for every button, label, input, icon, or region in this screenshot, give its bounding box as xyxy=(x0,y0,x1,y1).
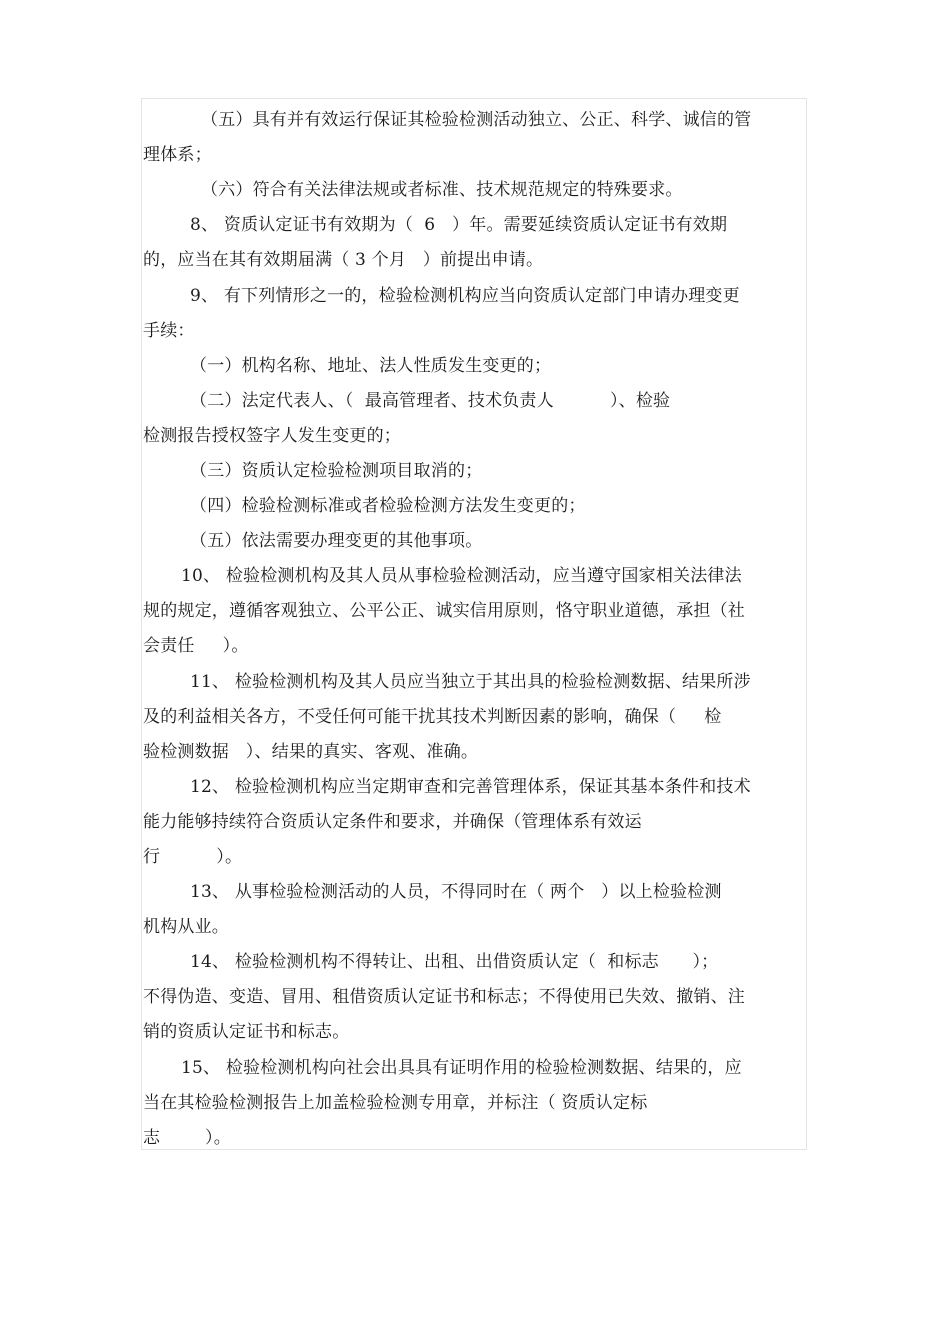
text-line: （三）资质认定检验检测项目取消的； xyxy=(190,461,483,481)
text-line: 手续： xyxy=(143,321,195,341)
text-line: （二）法定代表人、（ 最高管理者、技术负责人 ）、检验 xyxy=(190,391,671,411)
text-line: （一）机构名称、地址、法人性质发生变更的； xyxy=(190,356,552,376)
text-line: 行 ）。 xyxy=(143,847,243,867)
text-line: 规的规定，遵循客观独立、公平公正、诚实信用原则，恪守职业道德，承担（社 xyxy=(143,601,745,621)
text-line: 验检测数据 ）、结果的真实、客观、准确。 xyxy=(143,742,479,762)
text-line: （五）具有并有效运行保证其检验检测活动独立、公正、科学、诚信的管 xyxy=(201,110,752,130)
text-line: 当在其检验检测报告上加盖检验检测专用章，并标注（ 资质认定标 xyxy=(143,1093,648,1113)
text-line: 14、 检验检测机构不得转让、出租、出借资质认定（ 和标志 ）； xyxy=(190,952,719,972)
text-line: 11、 检验检测机构及其人员应当独立于其出具的检验检测数据、结果所涉 xyxy=(190,672,751,692)
text-line: 不得伪造、变造、冒用、租借资质认定证书和标志；不得使用已失效、撤销、注 xyxy=(143,987,745,1007)
text-line: （六）符合有关法律法规或者标准、技术规范规定的特殊要求。 xyxy=(201,180,683,200)
text-line: 8、 资质认定证书有效期为（ 6 ）年。需要延续资质认定证书有效期 xyxy=(190,215,728,235)
text-line: 销的资质认定证书和标志。 xyxy=(143,1022,350,1042)
text-line: 机构从业。 xyxy=(143,917,229,937)
text-line: 理体系； xyxy=(143,145,212,165)
text-line: 的，应当在其有效期届满（ 3 个月 ）前提出申请。 xyxy=(143,250,544,270)
text-line: （五）依法需要办理变更的其他事项。 xyxy=(190,531,483,551)
text-line: 13、 从事检验检测活动的人员，不得同时在（ 两个 ）以上检验检测 xyxy=(190,882,722,902)
text-line: 会责任 ）。 xyxy=(143,636,249,656)
text-line: 能力能够持续符合资质认定条件和要求，并确保（管理体系有效运 xyxy=(143,812,642,832)
text-line: 10、 检验检测机构及其人员从事检验检测活动，应当遵守国家相关法律法 xyxy=(181,566,742,586)
text-line: 及的利益相关各方，不受任何可能干扰其技术判断因素的影响，确保（ 检 xyxy=(143,707,722,727)
text-line: 检测报告授权签字人发生变更的； xyxy=(143,426,401,446)
text-line: 志 ）。 xyxy=(143,1128,231,1148)
text-line: 9、 有下列情形之一的，检验检测机构应当向资质认定部门申请办理变更 xyxy=(190,286,740,306)
text-line: （四）检验检测标准或者检验检测方法发生变更的； xyxy=(190,496,586,516)
text-line: 15、 检验检测机构向社会出具具有证明作用的检验检测数据、结果的，应 xyxy=(181,1058,742,1078)
text-line: 12、 检验检测机构应当定期审查和完善管理体系，保证其基本条件和技术 xyxy=(190,777,751,797)
